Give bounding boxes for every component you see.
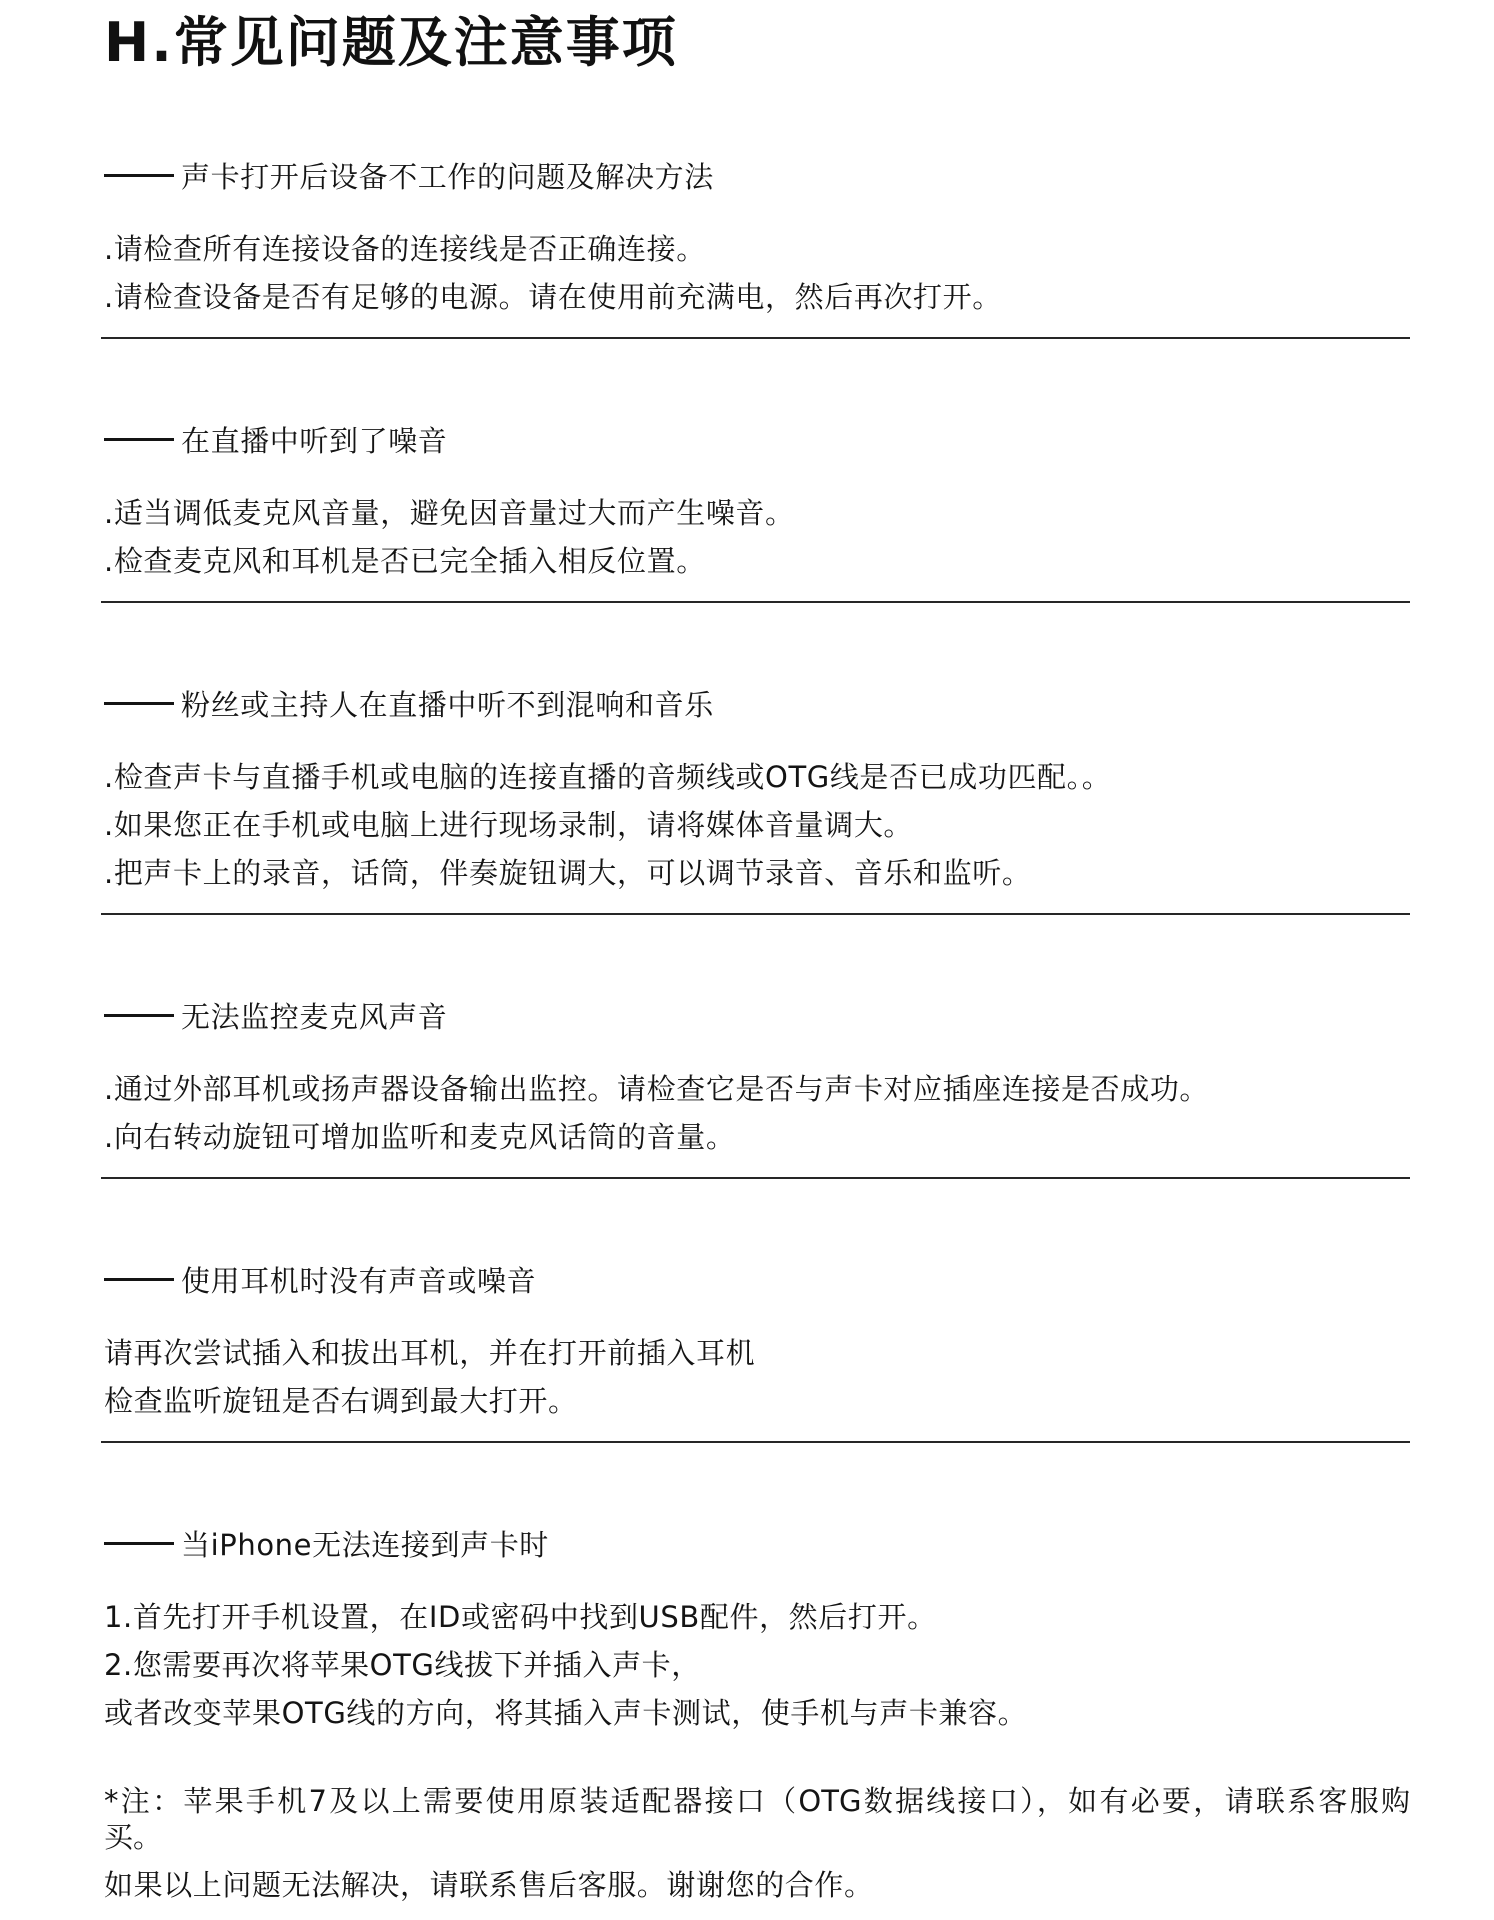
heading-dash bbox=[104, 438, 174, 441]
body-line: .请检查所有连接设备的连接线是否正确连接。 bbox=[104, 232, 706, 266]
section-divider bbox=[101, 601, 1410, 603]
heading-dash bbox=[104, 1278, 174, 1281]
section-heading bbox=[104, 683, 1410, 723]
faq-content bbox=[0, 13, 1410, 1909]
body-line: 1.首先打开手机设置，在ID或密码中找到USB配件，然后打开。 bbox=[104, 1600, 937, 1634]
body-line: 或者改变苹果OTG线的方向，将其插入声卡测试，使手机与声卡兼容。 bbox=[104, 1696, 1028, 1730]
heading-dash bbox=[104, 1542, 174, 1545]
section-divider bbox=[101, 913, 1410, 915]
section-heading bbox=[104, 995, 1410, 1035]
section-body bbox=[104, 489, 1410, 585]
heading-dash bbox=[104, 174, 174, 177]
section-body bbox=[104, 753, 1410, 897]
body-line: .适当调低麦克风音量，避免因音量过大而产生噪音。 bbox=[104, 496, 795, 530]
body-line: .请检查设备是否有足够的电源。请在使用前充满电，然后再次打开。 bbox=[104, 280, 1002, 314]
faq-section-cannot-monitor-mic bbox=[104, 995, 1410, 1179]
page-title: H.常见问题及注意事项 bbox=[104, 11, 678, 74]
faq-section-no-reverb-music bbox=[104, 683, 1410, 915]
section-heading bbox=[104, 155, 1410, 195]
note-line: 买。 bbox=[104, 1820, 163, 1854]
faq-section-noise-in-live bbox=[104, 419, 1410, 603]
section-body bbox=[104, 1593, 1410, 1737]
section-body bbox=[104, 1329, 1410, 1425]
section-heading-text: 无法监控麦克风声音 bbox=[181, 999, 448, 1034]
faq-section-headphone-no-sound bbox=[104, 1259, 1410, 1443]
section-heading-text: 在直播中听到了噪音 bbox=[181, 423, 448, 458]
faq-section-iphone-cannot-connect bbox=[104, 1523, 1410, 1737]
section-divider bbox=[101, 1441, 1410, 1443]
body-line: .通过外部耳机或扬声器设备输出监控。请检查它是否与声卡对应插座连接是否成功。 bbox=[104, 1072, 1210, 1106]
section-heading bbox=[104, 419, 1410, 459]
body-line: 请再次尝试插入和拔出耳机，并在打开前插入耳机 bbox=[104, 1336, 756, 1370]
note-line: *注：苹果手机7及以上需要使用原装适配器接口（OTG数据线接口），如有必要，请联系客服购 bbox=[104, 1784, 1410, 1818]
section-heading bbox=[104, 1259, 1410, 1299]
section-divider bbox=[101, 337, 1410, 339]
body-line: .把声卡上的录音，话筒，伴奏旋钮调大，可以调节录音、音乐和监听。 bbox=[104, 856, 1032, 890]
body-line: 检查监听旋钮是否右调到最大打开。 bbox=[104, 1384, 578, 1418]
section-divider bbox=[101, 1177, 1410, 1179]
body-line: .向右转动旋钮可增加监听和麦克风话筒的音量。 bbox=[104, 1120, 736, 1154]
body-line: .检查声卡与直播手机或电脑的连接直播的音频线或OTG线是否已成功匹配。。 bbox=[104, 760, 1112, 794]
section-heading-text: 当iPhone无法连接到声卡时 bbox=[181, 1527, 549, 1562]
note-block bbox=[104, 1783, 1410, 1909]
section-heading-text: 声卡打开后设备不工作的问题及解决方法 bbox=[181, 159, 714, 194]
section-heading-text: 使用耳机时没有声音或噪音 bbox=[181, 1263, 537, 1298]
heading-dash bbox=[104, 1014, 174, 1017]
body-line: .检查麦克风和耳机是否已完全插入相反位置。 bbox=[104, 544, 706, 578]
section-body bbox=[104, 225, 1410, 321]
body-line: 2.您需要再次将苹果OTG线拔下并插入声卡， bbox=[104, 1648, 701, 1682]
body-line: .如果您正在手机或电脑上进行现场录制，请将媒体音量调大。 bbox=[104, 808, 914, 842]
section-body bbox=[104, 1065, 1410, 1161]
section-heading bbox=[104, 1523, 1410, 1563]
closing-text: 如果以上问题无法解决，请联系售后客服。谢谢您的合作。 bbox=[104, 1868, 874, 1902]
faq-section-device-not-working bbox=[104, 155, 1410, 339]
heading-dash bbox=[104, 702, 174, 705]
section-heading-text: 粉丝或主持人在直播中听不到混响和音乐 bbox=[181, 687, 714, 722]
